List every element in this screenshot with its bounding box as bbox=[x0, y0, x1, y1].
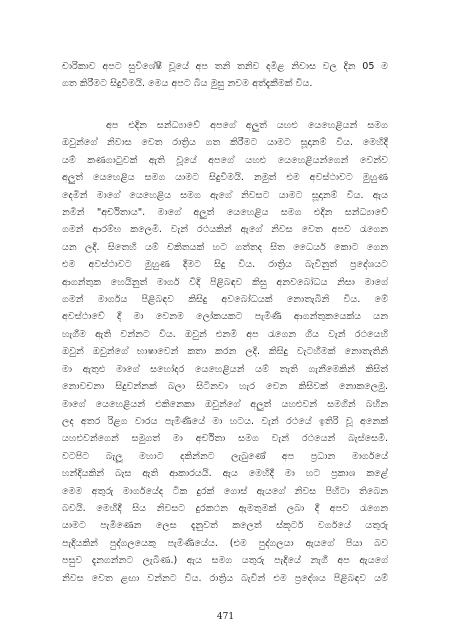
paragraph-2-line: යන ලදී. සිතෙහි යම් චකිතයක් හට ගත්තද සිත ධෛර්ය කොට ගෙන bbox=[62, 241, 388, 253]
paragraph-2-line: නමින් "අර්චිතාය". මාගේ අලුත් යෙහෙළිය සමග එදින සන්ධ්‍යාවේ bbox=[62, 207, 388, 219]
paragraph-2-line: හැගීම ඇති වන්නට විය. ඔවුන් එනමි අප රැගෙන ගිය වැන් රථයෙහි bbox=[62, 328, 388, 340]
paragraph-2-line: දෙමින් මාගේ යෙහෙළිය සමග ඇගේ නිවසට යාමට සූදානම් විය. ඇය bbox=[62, 189, 388, 201]
paragraph-2-line: පසුව දැනගන්නට ලැබිණ.) ඇය සමග යතුරු පැදියේ නැගී අප ඇයගේ bbox=[62, 555, 388, 567]
paragraph-2-line: යහළුවන්ගෙන් සමුගත් මා අර්චිතා සමග වැන් රථයෙන් බැස්සෙමි. bbox=[62, 433, 388, 445]
paragraph-1-line: ගත කිරීමට සිදුවීමයි. මෙය අපට බිය මුසු නවම අත්දැකීමක් විය. bbox=[62, 78, 313, 90]
paragraph-2-line: බවයි. මෙහිදී සිය නිවසට දුරකථන ඇමතුමක් ලබා දී අපව රැගෙන bbox=[62, 502, 388, 514]
paragraph-2-line: ගමන් මාර්ගය පිළිබඳව කිසිදු අවබෝධයක් නොතැබිනි විය. මේ bbox=[62, 294, 388, 306]
paragraph-2-line: එම අවස්ථාවට මුහුණ දීමට සිදු විය. රාත්‍රිය බැවිනුත් ප්‍රදේශයට bbox=[62, 259, 388, 271]
paragraph-2-line: නොවචනා සිදුවන්නක් බලා සිටිනවා හැර වෙන කිසිවක් නොකලෙමු. bbox=[62, 381, 388, 393]
paragraph-2-line: මාගේ යෙහෙළියන් එකිනෙකා ඔවුන්ගේ අලුත් යහළුවන් සමගින් බහින bbox=[62, 398, 388, 410]
paragraph-2-line: පැදියකින් පුද්ගලයෙකු පැමිණියේය. (එම පුද්ගලයා ඇයගේ පියා බව bbox=[62, 537, 388, 549]
paragraph-2-line: ඔවුන්ගේ නිවාස වෙත රාත්‍රිය ගත කිරීමට යාමට සූදානම් විය. මෙහිදී bbox=[62, 137, 388, 149]
paragraph-2-line: ලද අතර රිළග වාරය පැමිණියේ මා හටය. වැන් රථයේ ඉතිරි වූ අනෙක් bbox=[62, 415, 388, 427]
paragraph-2-line: අප එදින සන්ධ්‍යාවේ අපගේ අලුත් යහළු යෙහෙළියන් සමග bbox=[106, 120, 388, 131]
paragraph-2-line: ඔවුන් ඔවුන්ගේ භාෂාවෙන් කතා කරන ලදි. කිසිදු වැටහීමක් නොතැතිනි bbox=[62, 346, 388, 358]
paragraph-2-line: ගමන් ආරම්භ කලෙමි. වැන් රථයකින් ඇගේ නිවස වෙත අපව රැගෙන bbox=[62, 224, 388, 236]
paragraph-2 bbox=[62, 117, 388, 587]
paragraph-2-line: මෙම අතුරු මාර්ගයේද ටික දුරක් ගොස් ඇයගේ නිවස පිහිටා තිබෙන bbox=[62, 485, 388, 497]
paragraph-2-line: යාමට පැමිණෙන ලෙස දැනුවත් කලෙත් ස්කූටර් වර්ගයේ යතුරු bbox=[62, 520, 388, 532]
paragraph-2-line: ආගන්තුක හෙයිනුත් මාර්ග විදි පිළිබඳව කිසු අනවබෝධය නිසා මාගේ bbox=[62, 276, 388, 288]
page-number: 471 bbox=[216, 612, 235, 622]
paragraph-1 bbox=[62, 58, 388, 93]
paragraph-2-line: වටපිට බැලූ මහාට දකින්නට ලැබුණේ අප ප්‍රධාන මාර්ගයේ bbox=[62, 450, 388, 462]
paragraph-2-line: අවස්ථාවේ දී මා වෙනම ලෝකයකට පැමිණි ආගන්තුකයෙක්ය යන bbox=[62, 311, 388, 323]
paragraph-2-line: හන්දියකින් බැස ඇති ආකාරයයි. ඇය මෙහිදී මා හට ප්‍රකාශ කළේ bbox=[62, 468, 388, 480]
paragraph-2-line: මා ඇතුළු මාගේ සහෝදර යෙහෙළියන් යම් තැති ගැනීමෙකින් කිසිත් bbox=[62, 363, 388, 375]
paragraph-1-line: චාරිකාව අපට සුවිශේෂී වූයේ අප තනි තනිව දමිළ නිවාස වල දින 05 ම bbox=[62, 61, 388, 72]
paragraph-2-line: නිවස වෙත ළඟා වන්නට විය. රාත්‍රිය බැවින් එම ප්‍රදේශය පිළිබඳව යම් bbox=[62, 572, 388, 584]
paragraph-2-line: අලුත් යෙහෙළිය සමග යාමට සිදුවීමයි. නමුත් එම අවස්ථාවට මුහුණ bbox=[62, 172, 388, 184]
paragraph-2-line: යම් කණගාටුවක් ඇති වූයේ අපගේ යහළු යෙහෙළියන්ගෙන් වෙන්ව bbox=[62, 154, 388, 166]
